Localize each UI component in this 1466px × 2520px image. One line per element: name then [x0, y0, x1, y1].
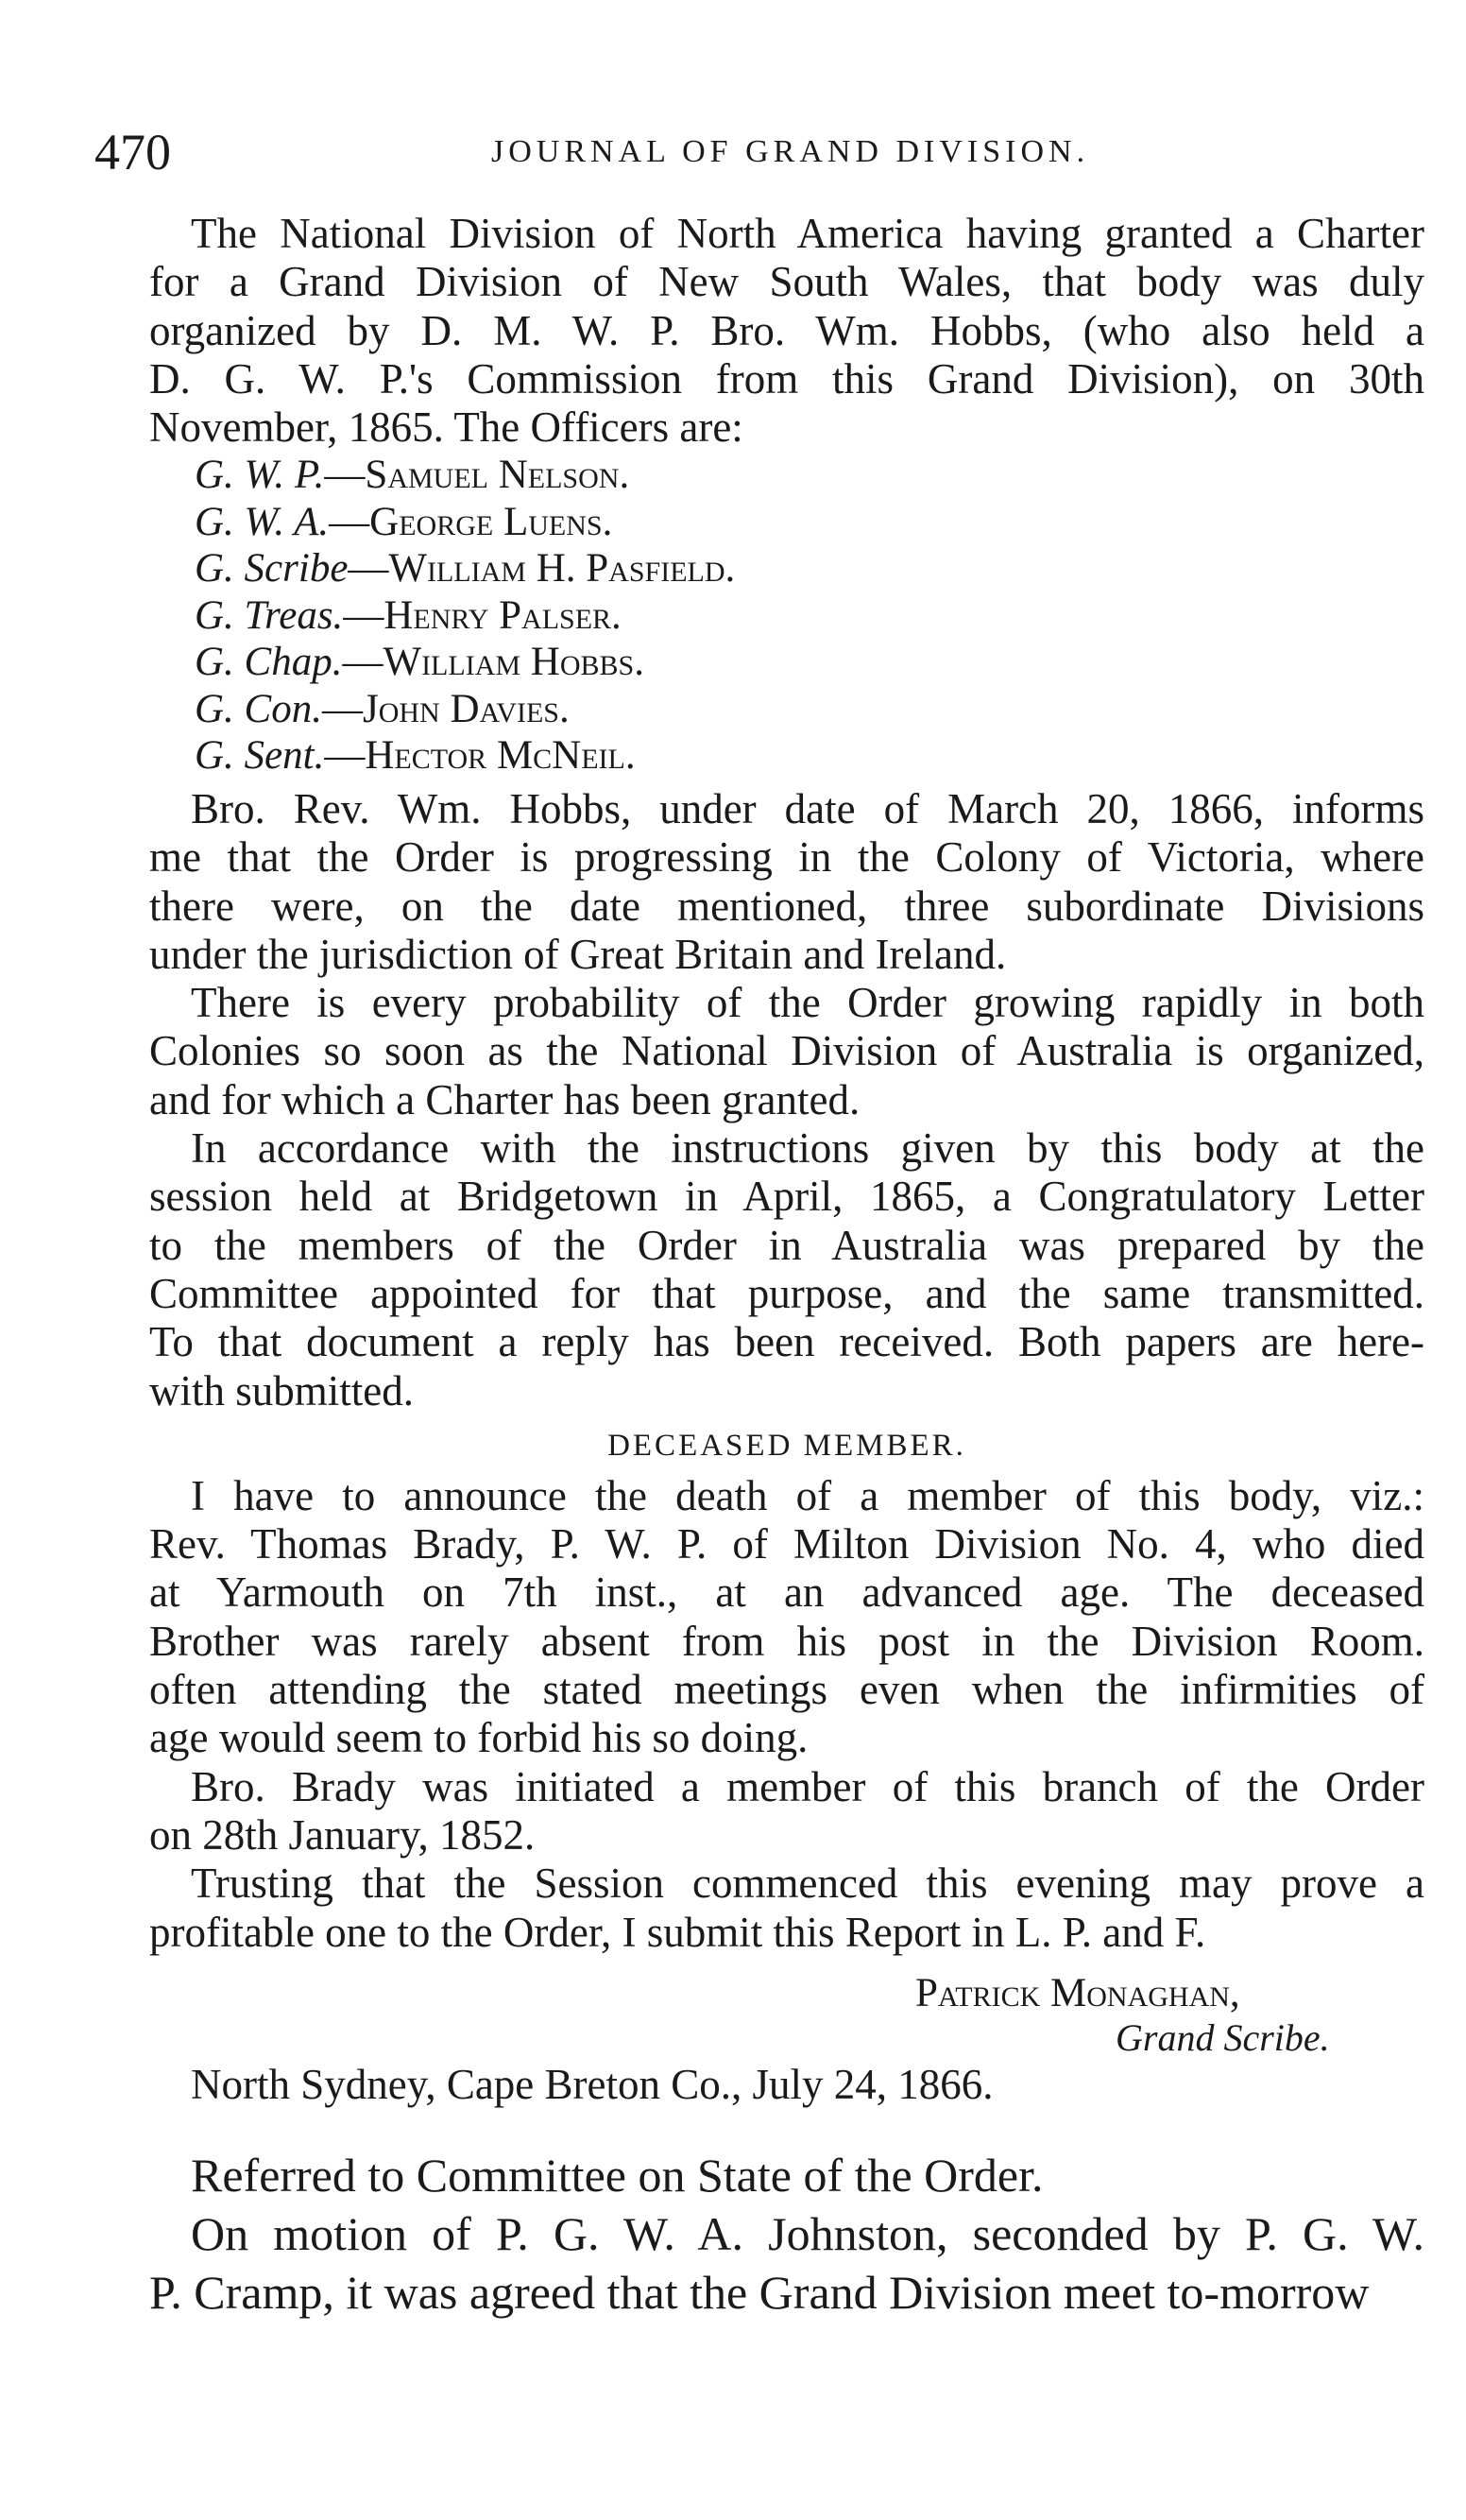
- text-line: on 28th January, 1852.: [149, 1810, 536, 1859]
- text-line: I have to announce the death of a member of this body, viz.:: [191, 1471, 1424, 1519]
- text-line: organized by D. M. W. P. Bro. Wm. Hobbs, (who also held a: [149, 306, 1424, 354]
- officer-title: G. Scribe: [195, 546, 349, 591]
- paragraph-congratulatory-letter: [149, 1124, 1424, 1415]
- text-line: session held at Bridgetown in April, 1865, a Congratulatory Letter: [149, 1173, 1424, 1221]
- officer-title: G. Con.: [195, 686, 322, 731]
- officer-name: John Davies.: [362, 686, 570, 731]
- officer-entry: G. Scribe—William H. Pasfield.: [195, 546, 736, 591]
- referral-note: Referred to Committee on State of the Order.: [191, 2148, 1044, 2202]
- text-line: Trusting that the Session commenced this evening may prove a: [191, 1860, 1424, 1908]
- paragraph-initiated: [149, 1763, 1424, 1860]
- officer-entry: G. W. P.—Samuel Nelson.: [195, 453, 630, 498]
- text-line: to the members of the Order in Australia was prepared by the: [149, 1221, 1424, 1269]
- officer-entry: G. Sent.—Hector McNeil.: [195, 733, 636, 779]
- text-line: age would seem to forbid his so doing.: [149, 1714, 809, 1762]
- text-line: Brother was rarely absent from his post in the Division Room.: [149, 1617, 1424, 1665]
- text-line: Rev. Thomas Brady, P. W. P. of Milton Division No. 4, who died: [149, 1520, 1424, 1569]
- page-body: [149, 210, 1424, 2322]
- text-line: under the jurisdiction of Great Britain and Ireland.: [149, 930, 1007, 978]
- officer-name: William H. Pasfield.: [388, 546, 736, 591]
- officer-entry: G. W. A.—George Luens.: [195, 499, 613, 544]
- text-line: On motion of P. G. W. A. Johnston, seconded by P. G. W.: [191, 2206, 1424, 2260]
- officer-title: G. Sent.: [195, 733, 325, 779]
- page-number: 470: [94, 124, 171, 180]
- text-line: with submitted.: [149, 1366, 414, 1414]
- paragraph-closing: [149, 1860, 1424, 1957]
- officer-title: G. Chap.: [195, 640, 343, 685]
- officer-name: Henry Palser.: [384, 592, 622, 638]
- text-line: Bro. Rev. Wm. Hobbs, under date of March 20, 1866, informs: [191, 784, 1424, 832]
- officer-entry: G. Con.—John Davies.: [195, 686, 570, 731]
- text-line: for a Grand Division of New South Wales, that body was duly: [149, 258, 1424, 306]
- text-line: often attending the stated meetings even when the infirmities of: [149, 1666, 1424, 1714]
- paragraph-charter: [149, 210, 1424, 452]
- paragraph-victoria: [149, 785, 1424, 979]
- officer-entry: G. Treas.—Henry Palser.: [195, 592, 622, 638]
- text-line: and for which a Charter has been granted.: [149, 1075, 861, 1123]
- signature-name: Patrick Monaghan,: [915, 1970, 1240, 2015]
- officer-name: Hector McNeil.: [365, 733, 636, 779]
- officer-title: G. Treas.: [195, 592, 344, 638]
- text-line: D. G. W. P.'s Commission from this Grand Division), on 30th: [149, 354, 1424, 403]
- dateline: North Sydney, Cape Breton Co., July 24, 1866.: [191, 2060, 994, 2108]
- text-line: There is every probability of the Order growing rapidly in both: [191, 979, 1424, 1027]
- text-line: Committee appointed for that purpose, and the same transmitted.: [149, 1269, 1424, 1317]
- officer-name: William Hobbs.: [383, 640, 644, 685]
- paragraph-motion: [149, 2204, 1424, 2322]
- paragraph-deceased: [149, 1472, 1424, 1763]
- section-heading: DECEASED MEMBER.: [607, 1428, 966, 1463]
- text-line: Colonies so soon as the National Division of Australia is organized,: [149, 1027, 1424, 1075]
- text-line: To that document a reply has been received. Both papers are here-: [149, 1318, 1424, 1366]
- officer-name: Samuel Nelson.: [365, 453, 630, 498]
- text-line: The National Division of North America having granted a Charter: [191, 210, 1424, 257]
- text-line: Bro. Brady was initiated a member of this branch of the Order: [191, 1762, 1424, 1810]
- text-line: me that the Order is progressing in the Colony of Victoria, where: [149, 833, 1424, 882]
- text-line: In accordance with the instructions given by this body at the: [191, 1124, 1424, 1173]
- text-line: there were, on the date mentioned, three subordinate Divisions: [149, 882, 1424, 930]
- officer-entry: G. Chap.—William Hobbs.: [195, 640, 644, 685]
- page-header: [94, 123, 1417, 180]
- text-line: P. Cramp, it was agreed that the Grand Division meet to-morrow: [149, 2265, 1370, 2319]
- text-line: at Yarmouth on 7th inst., at an advanced age. The deceased: [149, 1569, 1424, 1617]
- officer-name: George Luens.: [369, 499, 613, 544]
- running-title: JOURNAL OF GRAND DIVISION.: [491, 134, 1090, 169]
- officer-title: G. W. A.: [195, 499, 330, 544]
- signature-title: Grand Scribe.: [1116, 2015, 1330, 2059]
- paragraph-probability: [149, 979, 1424, 1124]
- text-line: profitable one to the Order, I submit this Report in L. P. and F.: [149, 1908, 1206, 1956]
- text-line: November, 1865. The Officers are:: [149, 403, 743, 452]
- officers-list: [149, 452, 1424, 780]
- officer-title: G. W. P.: [195, 453, 325, 498]
